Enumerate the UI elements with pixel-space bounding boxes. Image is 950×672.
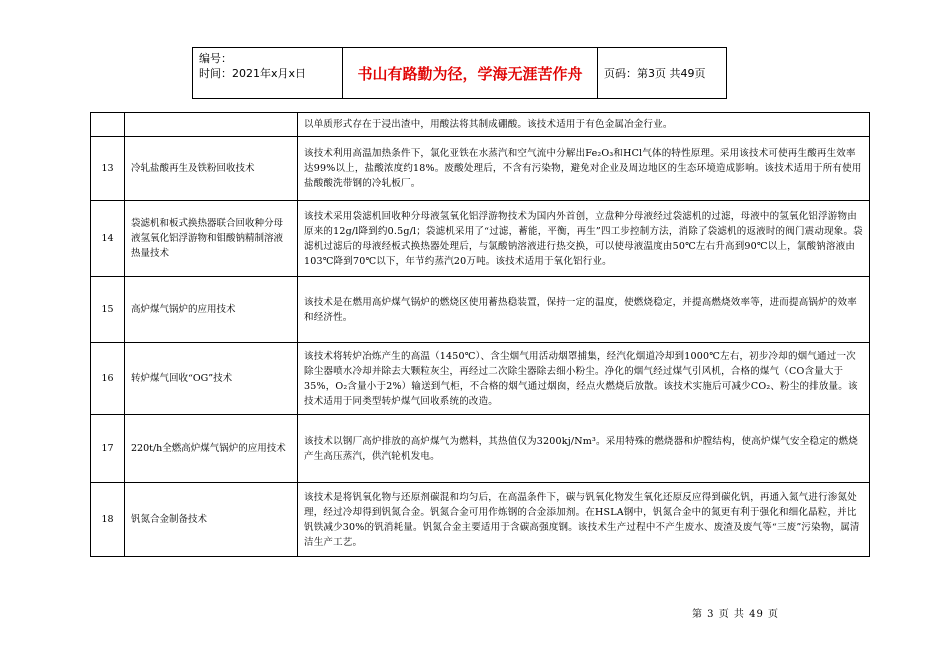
table-row bbox=[91, 343, 870, 415]
page-label: 页码：第3页 共49页 bbox=[604, 67, 706, 80]
page-header bbox=[192, 47, 727, 99]
technology-name: 冷轧盐酸再生及铁粉回收技术 bbox=[125, 137, 298, 201]
technology-name: 钒氮合金制备技术 bbox=[125, 483, 298, 557]
row-number bbox=[91, 113, 125, 137]
technology-description: 该技术采用袋滤机回收种分母液氢氧化铝浮游物技术为国内外首创，立盘种分母液经过袋滤机的过滤，母液中的氢氧化铝浮游物由原来的12g/l降到约0.5g/l；袋滤机采用了“过滤，蓄能，平衡，再生”四工步控制方法，消除了袋滤机的返液时的阀门震动现象。袋滤机过滤后的母液经板式换热器处理后，与氯酸钠溶液进行热交换，可以使母液温度由50℃左右升高到90℃以上，氯酸钠溶液由103℃降到70℃以下，年节约蒸汽20万吨。该技术适用于氧化铝行业。 bbox=[298, 201, 870, 277]
technology-description: 该技术是将钒氧化物与还原剂碳混和均匀后，在高温条件下，碳与钒氧化物发生氧化还原反应得到碳化钒，再通入氮气进行渗氮处理，经过冷却得到钒氮合金。钒氮合金可用作炼钢的合金添加剂。在HSLA钢中，钒氮合金中的氮更有利于强化和细化晶粒，并比钒铁减少30%的钒消耗量。钒氮合金主要适用于含碳高强度钢。该技术生产过程中不产生废水、废渣及废气等“三废”污染物，属清洁生产工艺。 bbox=[298, 483, 870, 557]
page-footer: 第 3 页 共 49 页 bbox=[692, 609, 779, 620]
time-label: 时间：2021年x月x日 bbox=[199, 67, 307, 80]
table-row bbox=[91, 113, 870, 137]
table-row bbox=[91, 483, 870, 557]
table-row bbox=[91, 137, 870, 201]
technology-description: 该技术将转炉冶炼产生的高温（1450℃）、含尘烟气用活动烟罩捕集，经汽化烟道冷却到1000℃左右，初步冷却的烟气通过一次除尘器喷水冷却并除去大颗粒灰尘，再经过二次除尘器除去细小粉尘。净化的烟气经过煤气引风机，合格的煤气（CO含量大于35%，O₂含量小于2%）输送到气柜，不合格的烟气通过烟囱，经点火燃烧后放散。该技术实施后可减少CO₂、粉尘的排放量。该技术适用于同类型转炉煤气回收系统的改造。 bbox=[298, 343, 870, 415]
motto: 书山有路勤为径，学海无涯苦作舟 bbox=[343, 48, 598, 98]
table-row bbox=[91, 415, 870, 483]
technology-description: 以单质形式存在于浸出渣中，用酸法将其制成硼酸。该技术适用于有色金属冶金行业。 bbox=[298, 113, 870, 137]
technology-name: 220t/h全燃高炉煤气锅炉的应用技术 bbox=[125, 415, 298, 483]
technology-name bbox=[125, 113, 298, 137]
row-number: 15 bbox=[91, 277, 125, 343]
row-number: 17 bbox=[91, 415, 125, 483]
technology-table bbox=[90, 112, 870, 557]
row-number: 16 bbox=[91, 343, 125, 415]
header-meta bbox=[193, 48, 343, 98]
row-number: 14 bbox=[91, 201, 125, 277]
technology-description: 该技术以钢厂高炉排放的高炉煤气为燃料，其热值仅为3200kj/Nm³。采用特殊的燃烧器和炉膛结构，使高炉煤气安全稳定的燃烧产生高压蒸汽，供汽轮机发电。 bbox=[298, 415, 870, 483]
technology-name: 袋滤机和板式换热器联合回收种分母液氢氧化铝浮游物和钼酸钠精制溶液热量技术 bbox=[125, 201, 298, 277]
technology-description: 该技术是在燃用高炉煤气锅炉的燃烧区使用蓄热稳装置，保持一定的温度，使燃烧稳定，并提高燃烧效率等，进而提高锅炉的效率和经济性。 bbox=[298, 277, 870, 343]
row-number: 18 bbox=[91, 483, 125, 557]
number-label: 编号： bbox=[199, 52, 232, 65]
table-row bbox=[91, 277, 870, 343]
table-row bbox=[91, 201, 870, 277]
technology-description: 该技术利用高温加热条件下，氯化亚铁在水蒸汽和空气流中分解出Fe₂O₃和HCl气体的特性原理。采用该技术可使再生酸再生效率达99%以上，盐酸浓度约18%。废酸处理后，不含有污染物，避免对企业及周边地区的生态环境造成影响。该技术适用于所有使用盐酸酸洗带钢的冷轧板厂。 bbox=[298, 137, 870, 201]
row-number: 13 bbox=[91, 137, 125, 201]
technology-name: 转炉煤气回收“OG”技术 bbox=[125, 343, 298, 415]
technology-name: 高炉煤气锅炉的应用技术 bbox=[125, 277, 298, 343]
